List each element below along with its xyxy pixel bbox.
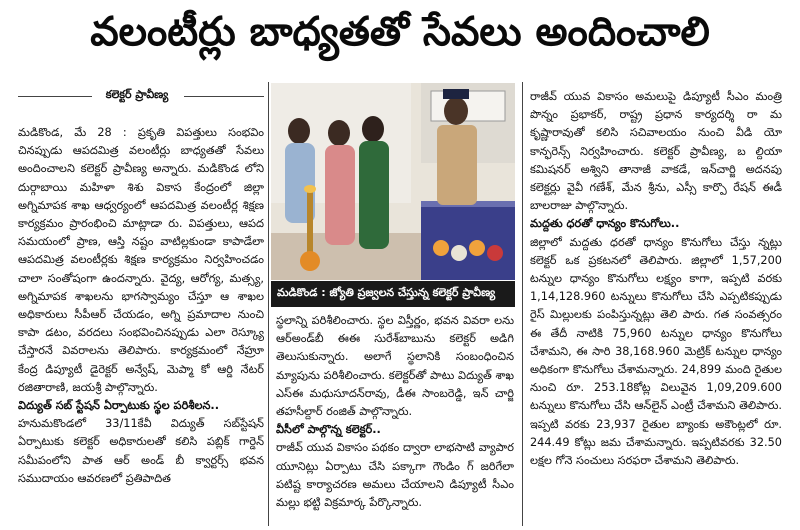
col2-subheading: వీసీలో పాల్గొన్న కలెక్టర్.. xyxy=(276,423,381,437)
col1-paragraph-2: హనుమకొండలో 33/11కేవీ విద్యుత్ సబ్‌స్టేషన్ ఏర్పాటుకు కలెక్టర్ అధికారులతో కలిసి పబ్లిక్ గార్డెన్ సమీపంలోని పాత ఆర్ అండ్ బీ క్వార్టర్స్ భవన సముదాయం ఆవరణలో ప్రతిపాదిత xyxy=(18,417,264,485)
column-3 xyxy=(530,88,782,526)
col1-paragraph-1: మడికొండ, మే 28 : ప్రకృతి విపత్తులు సంభవిం చినప్పుడు ఆపదమిత్ర వలంటీర్లు బాధ్యతతో సేవలు అందించాలని కలెక్టర్ ప్రావీణ్య అన్నారు. మడికొండ లోని దుర్గాబాయి మహిళా శిశు వికాస కేంద్రంలో జిల్లా అగ్నిమాపక శాఖ ఆధ్వర్యంలో ఆపదమిత్ర వలంటీర్ల శిక్షణ కార్యక్రమం ప్రారంభించి మాట్లాడా రు. విపత్తులు, ఆపద సమయంలో ప్రాణ, ఆస్తి నష్టం వాటిల్లకుండా కాపాడేలా ఆపదమిత్ర వలంటీర్లకు శిక్షణ కార్యక్రమం నిర్వహించడం చాలా సంతోషంగా ఉందన్నారు. వైద్య, ఆరోగ్య, మత్స్య, అగ్నిమాపక శాఖలను భాగస్వామ్యం చేస్తూ ఆ శాఖల అధికారులు సీపీఆర్ చేయడం, అగ్ని ప్రమాదాల నుంచి కాపా డటం, వరదలు సంభవించినప్పుడు ఎలా రెస్క్యూ చేస్తారనే వివరాలను తెలిపారు. కార్యక్రమంలో నేహ్రూ కేంద్ర డిప్యూటీ డైరెక్టర్ అన్వేష్, మెప్మా కో ఆర్డి నేటర్ రజితారాణి, జయశ్రీ పాల్గొన్నారు. xyxy=(18,126,264,394)
event-photo-illustration xyxy=(271,83,515,280)
byline-rule-left xyxy=(18,96,92,97)
col3-paragraph-2: జిల్లాలో మద్దతు ధరతో ధాన్యం కొనుగోలు చేస్తు న్నట్లు కలెక్టర్ ఒక ప్రకటనలో తెలిపారు. జిల్లాలో 1,57,200 టన్నుల ధాన్యం కొనుగోలు లక్ష్యం కాగా, ఇప్పటి వరకు 1,14,128.960 టన్నులు కొనుగోలు చేసి ఎప్పటికప్పుడు రైస్ మిల్లులకు పంపిస్తున్నట్లు తెలి పారు. గత సంవత్సరం ఈ తేదీ నాటికి 75,960 టన్నుల ధాన్యం కొనుగోలు చేశామని, ఈ సారి 38,168.960 మెట్రిక్ టన్నుల ధాన్యం అధికంగా కొనుగోలు చేశామన్నారు. 24,899 మంది రైతుల నుంచి రూ. 253.18కోట్ల విలువైన 1,09,209.600 టన్నులు కొనుగోలు చేసి ఆన్‌లైన్ ఎంట్రీ చేశామని తెలిపారు. ఇప్పటి వరకు 23,937 రైతుల బ్యాంకు అకౌంట్లలో రూ. 244.49 కోట్లు జమ చేశామన్నారు. ఇప్పటివరకు 32.50 లక్షల గోనె సంచులు సరఫరా చేశామని తెలిపారు. xyxy=(530,235,782,468)
column-2 xyxy=(276,312,514,526)
column-divider-1 xyxy=(268,82,269,526)
headline: వలంటీర్లు బాధ్యతతో సేవలు అందించాలి xyxy=(90,9,710,55)
column-divider-2 xyxy=(522,82,523,526)
col1-subheading: విద్యుత్ సబ్ స్టేషన్ ఏర్పాటుకు స్థల పరిశీలన.. xyxy=(18,399,220,413)
column-1 xyxy=(18,124,264,526)
col3-subheading: మద్దతు ధరతో ధాన్యం కొనుగోలు.. xyxy=(530,217,680,231)
event-photo xyxy=(271,83,515,280)
col3-paragraph-1: రాజీవ్ యువ వికాసం అమలుపై డిప్యూటీ సీఎం మంత్రి పొన్నం ప్రభాకర్, రాష్ట్ర ప్రధాన కార్యదర్శి రా మ కృష్ణారావుతో కలిసి సచివాలయం నుంచి వీడి యో కాన్ఫరెన్స్ నిర్వహించారు. కలెక్టర్ ప్రావీణ్య, బ ల్దియా కమిషనర్ అశ్విని తానాజీ వాకడే, ఇన్‌చార్జి అదనపు కలెక్టర్లు వైవీ గణేశ్, మేన శ్రీను, ఎస్సీ కార్పొ రేషన్ ఈడీ బాలరాజు పాల్గొన్నారు. xyxy=(530,90,782,213)
byline: కలెక్టర్ ప్రావీణ్య xyxy=(105,88,169,101)
col2-paragraph-1: స్థలాన్ని పరిశీలించారు. స్థల విస్తీర్ణం, భవన వివరా లను ఆర్అండ్‌బీ ఈఈ సురేశ్‌బాబును కలెక్టర్ అడిగి తెలుసుకున్నారు. అలాగే స్థలానికి సంబంధించిన మ్యాపును పరిశీలించారు. కలెక్టర్‌తో పాటు విద్యుత్ శాఖ ఎస్ఈ మధుసూదన్‌రావు, డీఈ సాంబరెడ్డి, ఇన్ చార్జి తహసీల్దార్ రంజిత్ పాల్గొన్నారు. xyxy=(276,314,514,419)
byline-rule-right xyxy=(184,96,264,97)
photo-caption: మడికొండ : జ్యోతి ప్రజ్వలన చేస్తున్న కలెక్టర్ ప్రావీణ్య xyxy=(271,281,515,307)
col2-paragraph-2: రాజీవ్ యువ వికాసం పథకం ద్వారా లాభసాటి వ్యాపార యూనిట్లు ఏర్పాటు చేసి పక్కాగా గౌండిం గ్ జరిగేలా పటిష్ట కార్యాచరణ అమలు చేయాలని డిప్యూటీ సీఎం మల్లు భట్టి విక్రమార్క పేర్కొన్నారు. xyxy=(276,441,514,510)
